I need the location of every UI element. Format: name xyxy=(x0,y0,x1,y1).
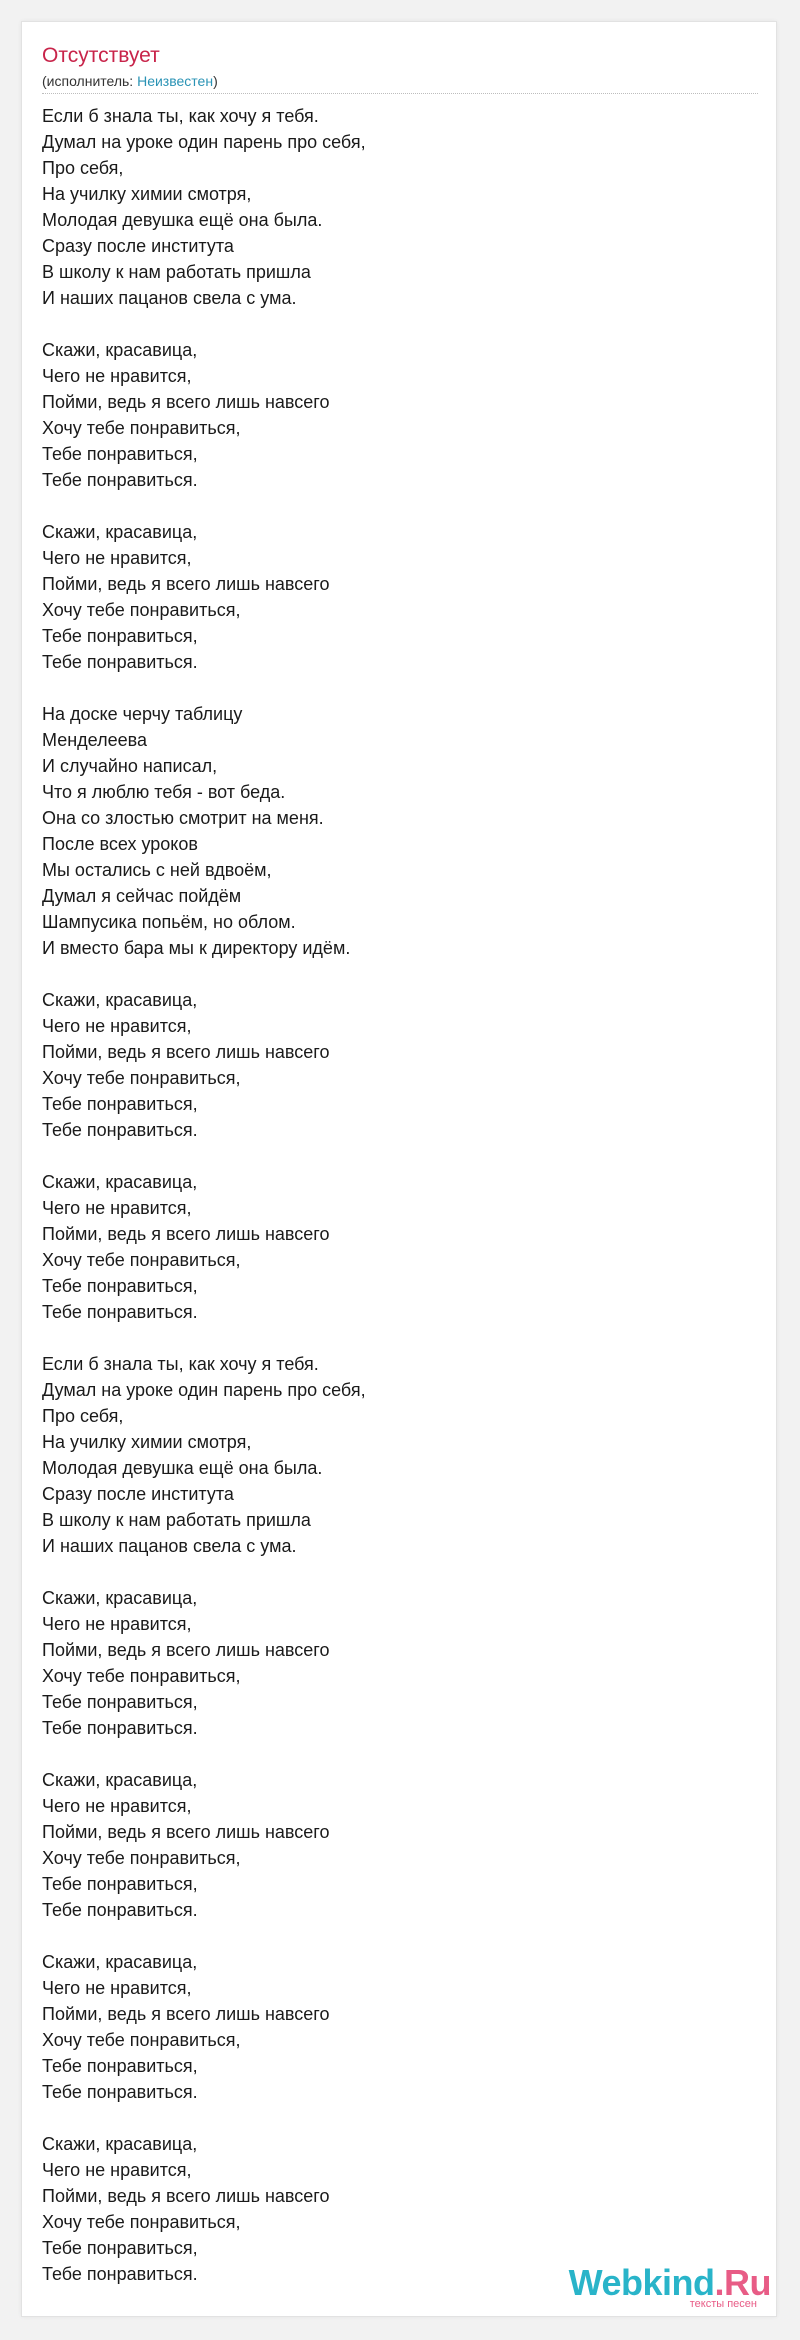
lyrics-stanza xyxy=(42,337,742,493)
lyrics-line: Молодая девушка ещё она была. xyxy=(42,1458,323,1478)
lyrics-line: Хочу тебе понравиться, xyxy=(42,1068,241,1088)
lyrics-line: Скажи, красавица, xyxy=(42,2134,198,2154)
lyrics-line: Тебе понравиться, xyxy=(42,1874,198,1894)
lyrics-line: Скажи, красавица, xyxy=(42,1588,198,1608)
artist-suffix: ) xyxy=(213,73,218,89)
artist-line xyxy=(42,72,218,90)
lyrics-line: Пойми, ведь я всего лишь навсего xyxy=(42,1822,330,1842)
lyrics-line: Тебе понравиться. xyxy=(42,1718,198,1738)
lyrics-line: Если б знала ты, как хочу я тебя. xyxy=(42,106,319,126)
lyrics-line: В школу к нам работать пришла xyxy=(42,262,311,282)
logo-word-webkind: Webkind xyxy=(568,2262,715,2303)
lyrics-line: И вместо бара мы к директору идём. xyxy=(42,938,351,958)
lyrics-line: Пойми, ведь я всего лишь навсего xyxy=(42,2186,330,2206)
lyrics-line: Хочу тебе понравиться, xyxy=(42,2212,241,2232)
lyrics-line: На доске черчу таблицу xyxy=(42,704,243,724)
lyrics-line: Скажи, красавица, xyxy=(42,340,198,360)
lyrics-line: Скажи, красавица, xyxy=(42,1770,198,1790)
lyrics-line: Пойми, ведь я всего лишь навсего xyxy=(42,1224,330,1244)
lyrics-line: Тебе понравиться. xyxy=(42,652,198,672)
lyrics-line: И наших пацанов свела с ума. xyxy=(42,1536,297,1556)
lyrics-line: Тебе понравиться, xyxy=(42,1276,198,1296)
lyrics-line: Пойми, ведь я всего лишь навсего xyxy=(42,1042,330,1062)
lyrics-line: Пойми, ведь я всего лишь навсего xyxy=(42,2004,330,2024)
lyrics-stanza xyxy=(42,1169,742,1325)
lyrics-line: И наших пацанов свела с ума. xyxy=(42,288,297,308)
lyrics-line: Тебе понравиться, xyxy=(42,2056,198,2076)
lyrics-line: Хочу тебе понравиться, xyxy=(42,1848,241,1868)
lyrics-line: Чего не нравится, xyxy=(42,1016,192,1036)
lyrics-line: Думал я сейчас пойдём xyxy=(42,886,242,906)
lyrics-line: Тебе понравиться. xyxy=(42,2264,198,2284)
lyrics-stanza xyxy=(42,701,742,961)
lyrics-line: Что я люблю тебя - вот беда. xyxy=(42,782,286,802)
logo-wordmark xyxy=(569,2264,771,2302)
lyrics-line: Хочу тебе понравиться, xyxy=(42,600,241,620)
lyrics-stanza xyxy=(42,1351,742,1559)
lyrics-line: Шампусика попьём, но облом. xyxy=(42,912,296,932)
lyrics-line: Сразу после института xyxy=(42,236,234,256)
lyrics-line: Тебе понравиться, xyxy=(42,1692,198,1712)
lyrics-line: На училку химии смотря, xyxy=(42,184,252,204)
lyrics-line: Тебе понравиться, xyxy=(42,1094,198,1114)
site-logo[interactable] xyxy=(569,2264,771,2310)
logo-tagline: тексты песен xyxy=(689,2298,757,2310)
artist-prefix: (исполнитель: xyxy=(42,73,138,89)
lyrics-stanza xyxy=(42,103,742,311)
lyrics-line: Мы остались с ней вдвоём, xyxy=(42,860,272,880)
lyrics-stanza xyxy=(42,519,742,675)
lyrics-line: Хочу тебе понравиться, xyxy=(42,1250,241,1270)
lyrics-line: Чего не нравится, xyxy=(42,548,192,568)
lyrics-line: Чего не нравится, xyxy=(42,1198,192,1218)
lyrics-line: Скажи, красавица, xyxy=(42,1172,198,1192)
lyrics-stanza xyxy=(42,987,742,1143)
lyrics-body xyxy=(42,103,742,2313)
lyrics-line: Думал на уроке один парень про себя, xyxy=(42,1380,366,1400)
lyrics-line: Молодая девушка ещё она была. xyxy=(42,210,323,230)
lyrics-line: Тебе понравиться, xyxy=(42,2238,198,2258)
lyrics-stanza xyxy=(42,1585,742,1741)
lyrics-line: Сразу после института xyxy=(42,1484,234,1504)
lyrics-line: Тебе понравиться. xyxy=(42,1900,198,1920)
lyrics-line: Хочу тебе понравиться, xyxy=(42,418,241,438)
lyrics-line: Чего не нравится, xyxy=(42,1796,192,1816)
lyrics-line: Думал на уроке один парень про себя, xyxy=(42,132,366,152)
lyrics-line: Про себя, xyxy=(42,1406,124,1426)
lyrics-line: Скажи, красавица, xyxy=(42,522,198,542)
lyrics-line: Скажи, красавица, xyxy=(42,1952,198,1972)
title-divider xyxy=(42,93,758,94)
lyrics-line: Чего не нравится, xyxy=(42,2160,192,2180)
lyrics-line: В школу к нам работать пришла xyxy=(42,1510,311,1530)
lyrics-line: Пойми, ведь я всего лишь навсего xyxy=(42,574,330,594)
lyrics-line: Менделеева xyxy=(42,730,147,750)
lyrics-line: После всех уроков xyxy=(42,834,198,854)
lyrics-line: Тебе понравиться. xyxy=(42,470,198,490)
lyrics-line: Пойми, ведь я всего лишь навсего xyxy=(42,1640,330,1660)
artist-link[interactable]: Неизвестен xyxy=(137,73,214,89)
logo-word-ru: .Ru xyxy=(714,2262,771,2303)
lyrics-line: Она со злостью смотрит на меня. xyxy=(42,808,324,828)
lyrics-line: Чего не нравится, xyxy=(42,1978,192,1998)
lyrics-line: Тебе понравиться. xyxy=(42,2082,198,2102)
lyrics-line: Чего не нравится, xyxy=(42,1614,192,1634)
lyrics-line: Тебе понравиться, xyxy=(42,626,198,646)
lyrics-line: Пойми, ведь я всего лишь навсего xyxy=(42,392,330,412)
lyrics-stanza xyxy=(42,1767,742,1923)
lyrics-stanza xyxy=(42,1949,742,2105)
lyrics-line: Скажи, красавица, xyxy=(42,990,198,1010)
lyrics-line: Тебе понравиться. xyxy=(42,1302,198,1322)
lyrics-line: И случайно написал, xyxy=(42,756,218,776)
lyrics-line: Про себя, xyxy=(42,158,124,178)
lyrics-line: Тебе понравиться, xyxy=(42,444,198,464)
lyrics-line: Если б знала ты, как хочу я тебя. xyxy=(42,1354,319,1374)
lyrics-line: Тебе понравиться. xyxy=(42,1120,198,1140)
lyrics-line: Чего не нравится, xyxy=(42,366,192,386)
lyrics-line: На училку химии смотря, xyxy=(42,1432,252,1452)
lyrics-line: Хочу тебе понравиться, xyxy=(42,2030,241,2050)
lyrics-line: Хочу тебе понравиться, xyxy=(42,1666,241,1686)
song-title: Отсутствует xyxy=(42,44,160,67)
